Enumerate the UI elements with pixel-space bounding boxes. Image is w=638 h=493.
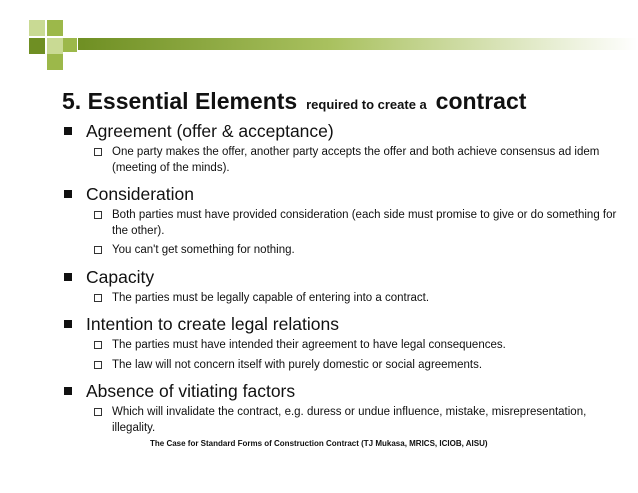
sub-bullet xyxy=(62,405,622,436)
sub-bullet-text: Both parties must have provided consideration (each side must promise to give or do something for the other). xyxy=(112,209,617,237)
deco-square xyxy=(47,38,63,54)
sub-bullet-text: Which will invalidate the contract, e.g. duress or undue influence, mistake, misrepresentation, illegality. xyxy=(112,406,587,434)
checkbox-bullet-icon xyxy=(94,361,102,369)
deco-square xyxy=(29,20,45,36)
bullet-heading xyxy=(62,120,622,142)
header-gradient-bar xyxy=(78,38,638,50)
checkbox-bullet-icon xyxy=(94,341,102,349)
header-decoration xyxy=(0,0,638,70)
heading-text: Consideration xyxy=(86,184,194,204)
sub-bullet xyxy=(62,208,622,239)
sub-bullet xyxy=(62,338,622,354)
sub-bullet-text: One party makes the offer, another party accepts the offer and both achieve consensus ad idem (meeting of the minds). xyxy=(112,146,600,174)
sub-bullet-text: The parties must have intended their agreement to have legal consequences. xyxy=(112,339,506,351)
deco-square xyxy=(47,54,63,70)
bullet-item xyxy=(62,266,622,307)
bullet-heading xyxy=(62,313,622,335)
bullet-item xyxy=(62,313,622,373)
bullet-item xyxy=(62,183,622,259)
square-bullet-icon xyxy=(64,320,72,328)
bullet-item xyxy=(62,380,622,436)
heading-text: Intention to create legal relations xyxy=(86,314,339,334)
bullet-heading xyxy=(62,380,622,402)
sub-bullet xyxy=(62,358,622,374)
square-bullet-icon xyxy=(64,273,72,281)
heading-text: Agreement (offer & acceptance) xyxy=(86,121,334,141)
sub-bullet xyxy=(62,145,622,176)
heading-text: Capacity xyxy=(86,266,155,287)
sub-bullet-text: You can't get something for nothing. xyxy=(112,244,295,256)
checkbox-bullet-icon xyxy=(94,148,102,156)
checkbox-bullet-icon xyxy=(94,246,102,254)
square-bullet-icon xyxy=(64,190,72,198)
bullet-heading xyxy=(62,266,622,288)
bullet-item xyxy=(62,120,622,176)
title-end: contract xyxy=(435,88,527,114)
sub-bullet-text: The law will not concern itself with purely domestic or social agreements. xyxy=(112,358,483,371)
checkbox-bullet-icon xyxy=(94,294,102,302)
sub-bullet xyxy=(62,291,622,307)
bullet-heading xyxy=(62,183,622,205)
sub-bullet-text: The parties must be legally capable of entering into a contract. xyxy=(112,291,430,304)
bullet-list xyxy=(62,120,622,443)
deco-square xyxy=(63,38,77,52)
footer-citation: The Case for Standard Forms of Construction Contract (TJ Mukasa, MRICS, ICIOB, AISU) xyxy=(150,439,488,448)
deco-square xyxy=(29,38,45,54)
square-bullet-icon xyxy=(64,387,72,395)
title-main: 5. Essential Elements xyxy=(62,88,298,114)
sub-bullet xyxy=(62,243,622,259)
slide-title xyxy=(62,80,526,117)
title-small: required to create a xyxy=(306,97,427,112)
square-bullet-icon xyxy=(64,127,72,135)
checkbox-bullet-icon xyxy=(94,211,102,219)
deco-square xyxy=(47,20,63,36)
heading-text: Absence of vitiating factors xyxy=(86,381,296,401)
checkbox-bullet-icon xyxy=(94,408,102,416)
